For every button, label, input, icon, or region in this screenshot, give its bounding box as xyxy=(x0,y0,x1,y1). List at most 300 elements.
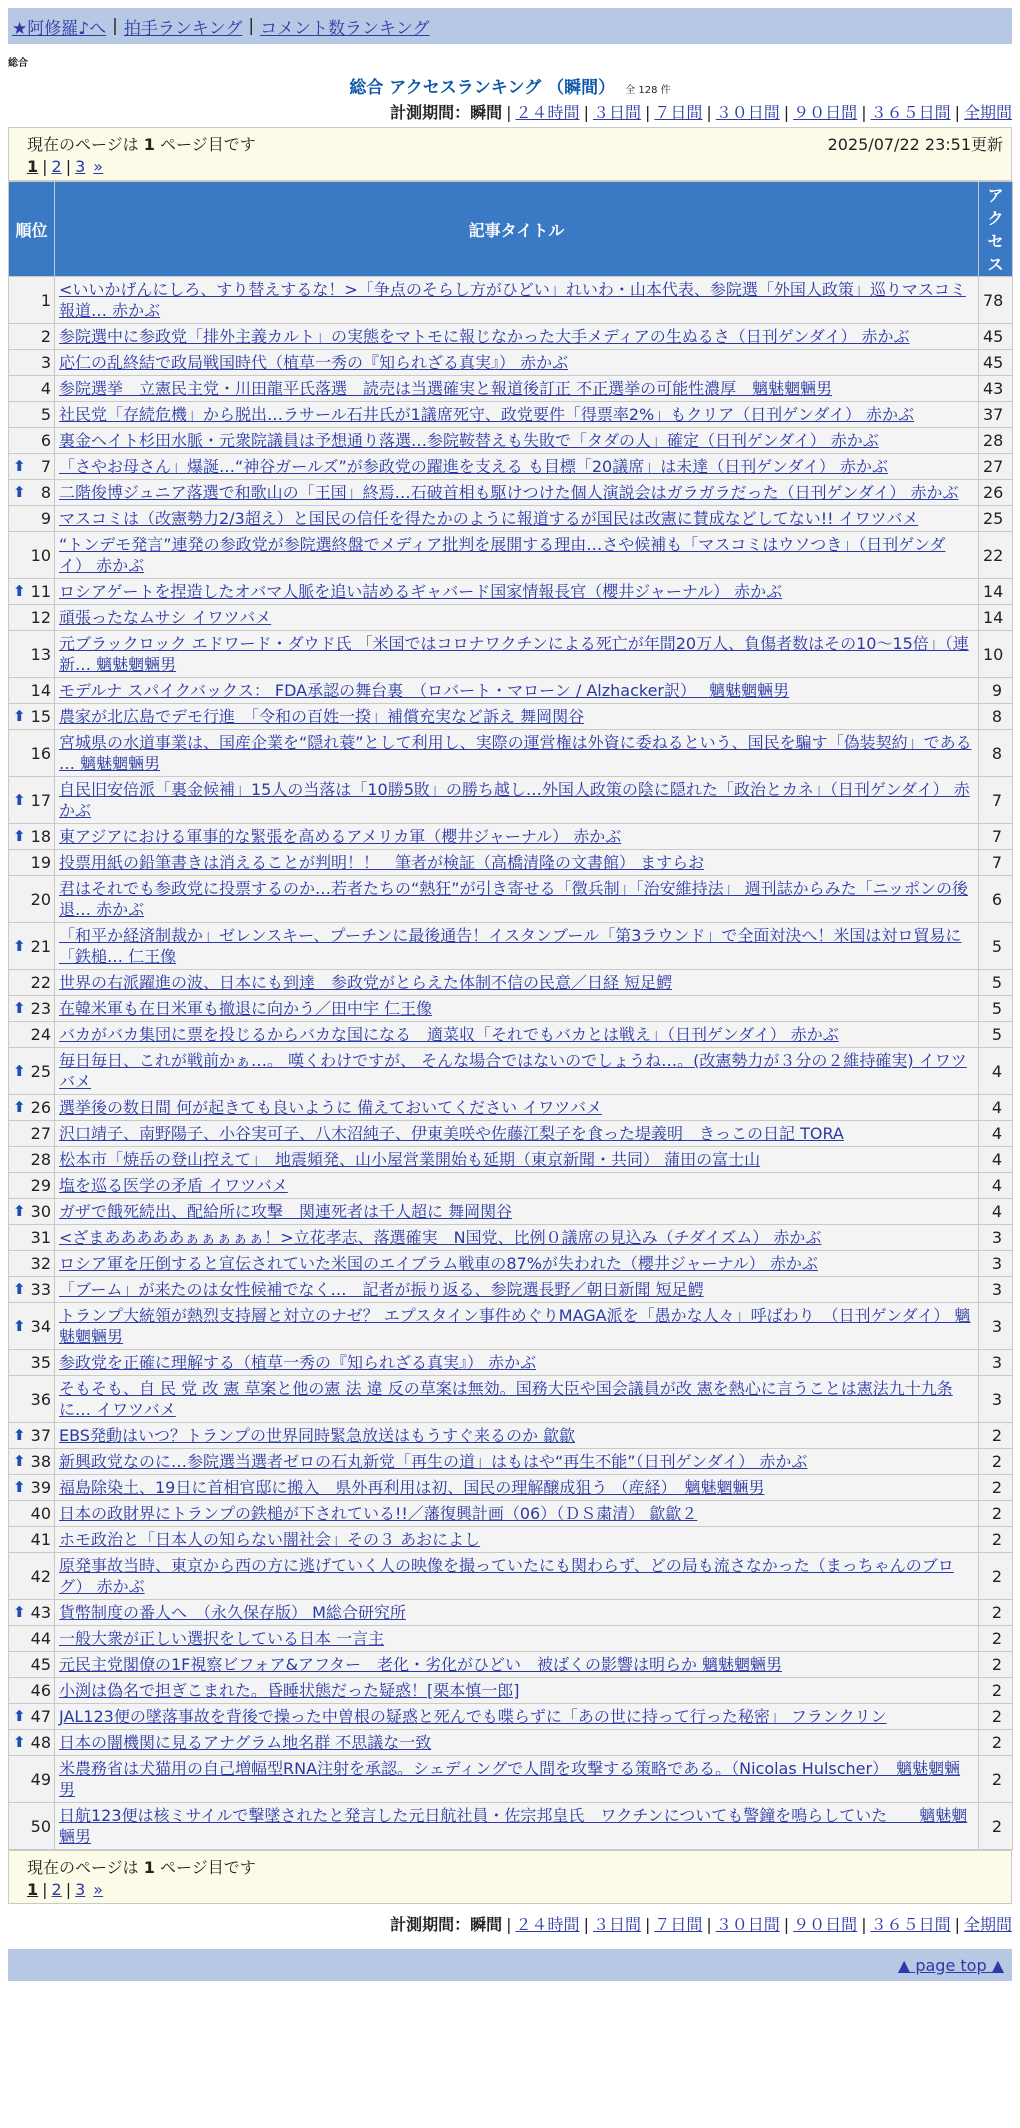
rank-cell xyxy=(9,631,55,678)
article-title-link[interactable]: 東アジアにおける軍事的な緊張を高めるアメリカ軍（櫻井ジャーナル） 赤かぶ xyxy=(59,827,622,846)
article-title-link[interactable]: 原発事故当時、東京から西の方に逃げていく人の映像を撮っていたにも関わらず、どの局も流さなかった（まっちゃんのブログ） 赤かぶ xyxy=(59,1556,954,1596)
article-title-link[interactable]: 二階俊博ジュニア落選で和歌山の「王国」終焉…石破首相も駆けつけた個人演説会はガラガラだった（日刊ゲンダイ） 赤かぶ xyxy=(59,483,959,502)
rank-number: 9 xyxy=(40,509,51,528)
access-count: 43 xyxy=(979,376,1013,402)
rank-number: 12 xyxy=(30,608,51,627)
article-title-link[interactable]: JAL123便の墜落事故を背後で操った中曽根の疑惑と死んでも喋らずに「あの世に持って行った秘密」 フランクリン xyxy=(59,1707,887,1726)
access-count: 78 xyxy=(979,277,1013,324)
table-row xyxy=(9,996,1013,1022)
rank-number: 11 xyxy=(30,582,51,601)
page-next-link[interactable]: » xyxy=(93,157,104,176)
up-arrow-icon: ⬆ xyxy=(13,1202,26,1220)
title-cell xyxy=(55,579,979,605)
period-separator: | xyxy=(506,1915,512,1934)
table-row xyxy=(9,1022,1013,1048)
period-separator: | xyxy=(506,103,512,122)
table-row xyxy=(9,1626,1013,1652)
article-title-link[interactable]: 米農務省は犬猫用の自己増幅型RNA注射を承認。シェディングで人間を攻撃する策略である。（Nicolas Hulscher） 魑魅魍魎男 xyxy=(59,1759,961,1799)
title-cell xyxy=(55,824,979,850)
table-row xyxy=(9,506,1013,532)
access-count: 27 xyxy=(979,454,1013,480)
up-arrow-icon: ⬆ xyxy=(13,1452,26,1470)
table-row xyxy=(9,1553,1013,1600)
rank-number: 42 xyxy=(30,1566,51,1586)
table-row xyxy=(9,1303,1013,1350)
access-count: 2 xyxy=(979,1678,1013,1704)
rank-number: 39 xyxy=(30,1478,51,1497)
access-count: 5 xyxy=(979,1022,1013,1048)
rank-cell xyxy=(9,1199,55,1225)
rank-number: 1 xyxy=(40,290,51,310)
rank-cell xyxy=(9,1527,55,1553)
article-title-link[interactable]: 選挙後の数日間 何が起きても良いように 備えておいてください イワツバメ xyxy=(59,1098,602,1117)
page-link[interactable]: 2 xyxy=(51,157,62,176)
column-header-access: アクセス xyxy=(979,182,1013,277)
ranking-table xyxy=(8,181,1013,1850)
table-row xyxy=(9,376,1013,402)
up-arrow-icon: ⬆ xyxy=(13,1733,26,1751)
access-count: 22 xyxy=(979,532,1013,579)
article-title-link[interactable]: 頑張ったなムサシ イワツバメ xyxy=(59,608,272,627)
rank-cell xyxy=(9,1449,55,1475)
access-count: 2 xyxy=(979,1704,1013,1730)
up-arrow-icon: ⬆ xyxy=(13,827,26,845)
page-separator: | xyxy=(65,1880,72,1899)
rank-number: 25 xyxy=(30,1061,51,1081)
access-count: 2 xyxy=(979,1475,1013,1501)
title-cell xyxy=(55,1121,979,1147)
title-cell xyxy=(55,1048,979,1095)
access-count: 2 xyxy=(979,1803,1013,1850)
rank-cell xyxy=(9,402,55,428)
nav-link-comment-ranking[interactable]: コメント数ランキング xyxy=(260,18,430,39)
period-link[interactable]: ３６５日間 xyxy=(870,1915,951,1934)
up-arrow-icon: ⬆ xyxy=(13,936,26,955)
rank-number: 15 xyxy=(30,707,51,726)
article-title-link[interactable]: 投票用紙の鉛筆書きは消えることが判明！！ 筆者が検証（高橋清隆の文書館） ますらお xyxy=(59,853,705,872)
rank-cell xyxy=(9,1423,55,1449)
article-title-link[interactable]: トランプ大統領が熱烈支持層と対立のナゼ？ エプスタイン事件めぐりMAGA派を「愚かな人々」呼ばわり （日刊ゲンダイ） 魑魅魍魎男 xyxy=(59,1306,971,1346)
table-row xyxy=(9,631,1013,678)
up-arrow-icon: ⬆ xyxy=(13,457,26,475)
rank-number: 24 xyxy=(30,1025,51,1044)
rank-cell xyxy=(9,428,55,454)
rank-cell xyxy=(9,1095,55,1121)
period-link[interactable]: ７日間 xyxy=(654,1915,703,1934)
rank-number: 13 xyxy=(30,644,51,664)
access-count: 4 xyxy=(979,1199,1013,1225)
table-row xyxy=(9,678,1013,704)
rank-cell xyxy=(9,1730,55,1756)
access-count: 3 xyxy=(979,1277,1013,1303)
access-count: 5 xyxy=(979,970,1013,996)
rank-cell xyxy=(9,1756,55,1803)
up-arrow-icon: ⬆ xyxy=(13,1316,26,1335)
rank-number: 36 xyxy=(30,1389,51,1409)
rank-cell xyxy=(9,506,55,532)
pager-text-pre: 現在のページは xyxy=(27,135,139,154)
article-title-link[interactable]: ロシアゲートを捏造したオバマ人脈を追い詰めるギャバード国家情報長官（櫻井ジャーナル） 赤かぶ xyxy=(59,582,783,601)
table-row xyxy=(9,532,1013,579)
access-count: 6 xyxy=(979,876,1013,923)
title-cell xyxy=(55,1251,979,1277)
table-row xyxy=(9,1475,1013,1501)
period-separator: | xyxy=(706,1915,712,1934)
period-link[interactable]: ３０日間 xyxy=(715,1915,780,1934)
period-separator: | xyxy=(783,1915,790,1934)
page-title-text: 総合 アクセスランキング （瞬間） xyxy=(349,78,616,98)
table-row xyxy=(9,1527,1013,1553)
table-row xyxy=(9,1600,1013,1626)
period-separator: | xyxy=(583,103,589,122)
title-cell xyxy=(55,1095,979,1121)
table-row xyxy=(9,824,1013,850)
rank-number: 14 xyxy=(30,681,51,700)
rank-number: 43 xyxy=(30,1603,51,1622)
rank-number: 10 xyxy=(30,545,51,565)
article-title-link[interactable]: マスコミは（改憲勢力2/3超え）と国民の信任を得たかのように報道するが国民は改憲に賛成などしてない!! イワツバメ xyxy=(59,509,919,528)
period-label: 計測期間： xyxy=(390,1915,471,1934)
access-count: 7 xyxy=(979,777,1013,824)
article-title-link[interactable]: 日本の闇機関に見るアナグラム地名群 不思議な一致 xyxy=(59,1733,432,1752)
table-row xyxy=(9,402,1013,428)
updated-timestamp: 2025/07/22 23:51更新 xyxy=(827,135,1003,154)
period-selector-top xyxy=(0,100,1012,123)
rank-cell xyxy=(9,1652,55,1678)
article-title-link[interactable]: 在韓米軍も在日米軍も撤退に向かう／田中宇 仁王像 xyxy=(59,999,433,1018)
rank-number: 35 xyxy=(30,1353,51,1372)
title-cell xyxy=(55,1022,979,1048)
title-cell xyxy=(55,605,979,631)
period-link[interactable]: ９０日間 xyxy=(793,1915,858,1934)
table-row xyxy=(9,1173,1013,1199)
period-separator: | xyxy=(644,103,651,122)
rank-number: 7 xyxy=(40,457,51,476)
period-separator: | xyxy=(706,103,712,122)
article-title-link[interactable]: <いいかげんにしろ、すり替えするな！>「争点のそらし方がひどい」れいわ・山本代表、参院選「外国人政策」巡りマスコミ報道… 赤かぶ xyxy=(59,280,966,320)
rank-cell xyxy=(9,376,55,402)
rank-number: 6 xyxy=(40,431,51,450)
rank-cell xyxy=(9,704,55,730)
title-cell xyxy=(55,1501,979,1527)
article-title-link[interactable]: 塩を巡る医学の矛盾 イワツバメ xyxy=(59,1176,288,1195)
access-count: 2 xyxy=(979,1730,1013,1756)
table-row xyxy=(9,454,1013,480)
article-title-link[interactable]: 農家が北広島でデモ行進 「令和の百姓一揆」補償充実など訴え 舞岡関谷 xyxy=(59,707,585,726)
rank-number: 40 xyxy=(30,1504,51,1523)
article-title-link[interactable]: 参政党を正確に理解する（植草一秀の『知られざる真実』） 赤かぶ xyxy=(59,1353,537,1372)
article-title-link[interactable]: EBS発動はいつ？トランプの世界同時緊急放送はもうすぐ来るのか 歙歙 xyxy=(59,1426,576,1445)
title-cell xyxy=(55,1225,979,1251)
article-title-link[interactable]: 「和平か経済制裁か」ゼレンスキー、プーチンに最後通告！イスタンブール「第3ラウンド」で全面対決へ！米国は対ロ貿易に「鉄槌… 仁王像 xyxy=(59,926,962,966)
period-selector-bottom xyxy=(0,1912,1012,1935)
article-title-link[interactable]: ロシア軍を圧倒すると宣伝されていた米国のエイブラム戦車の87%が失われた（櫻井ジャーナル） 赤かぶ xyxy=(59,1254,818,1273)
article-title-link[interactable]: <ざまあああああぁぁぁぁぁ！>立花孝志、落選確実 N国党、比例０議席の見込み（チダイズム） 赤かぶ xyxy=(59,1228,822,1247)
rank-cell xyxy=(9,532,55,579)
rank-cell xyxy=(9,454,55,480)
article-title-link[interactable]: 応仁の乱終結で政局戦国時代（植草一秀の『知られざる真実』） 赤かぶ xyxy=(59,353,569,372)
title-cell xyxy=(55,1730,979,1756)
access-count: 3 xyxy=(979,1225,1013,1251)
access-count: 5 xyxy=(979,923,1013,970)
rank-number: 32 xyxy=(30,1254,51,1273)
article-title-link[interactable]: 毎日毎日、これが戦前かぁ…。 嘆くわけですが、 そんな場合ではないのでしょうね…。(改憲勢力が３分の２維持確実) イワツバメ xyxy=(59,1051,967,1091)
rank-cell xyxy=(9,1600,55,1626)
table-row xyxy=(9,350,1013,376)
article-title-link[interactable]: 小渕は偽名で担ぎこまれた。昏睡状態だった疑惑！[栗本慎一郎] xyxy=(59,1681,520,1700)
title-cell xyxy=(55,1277,979,1303)
rank-cell xyxy=(9,678,55,704)
rank-cell xyxy=(9,605,55,631)
rank-cell xyxy=(9,923,55,970)
rank-number: 17 xyxy=(30,790,51,810)
page-link[interactable]: 2 xyxy=(51,1880,62,1899)
page-top-link[interactable]: ▲ page top ▲ xyxy=(897,1955,1004,1975)
rank-cell xyxy=(9,970,55,996)
access-count: 5 xyxy=(979,996,1013,1022)
article-title-link[interactable]: 自民旧安倍派「裏金候補」15人の当落は「10勝5敗」の勝ち越し…外国人政策の陰に隠れた「政治とカネ」（日刊ゲンダイ） 赤かぶ xyxy=(59,780,970,820)
article-title-link[interactable]: 「ブーム」が来たのは女性候補でなく… 記者が振り返る、参院選長野／朝日新聞 短足鰐 xyxy=(59,1280,704,1299)
access-count: 28 xyxy=(979,428,1013,454)
access-count: 14 xyxy=(979,605,1013,631)
period-link[interactable]: ３日間 xyxy=(592,1915,641,1934)
rank-number: 46 xyxy=(30,1681,51,1700)
rank-number: 2 xyxy=(40,327,51,346)
access-count: 2 xyxy=(979,1423,1013,1449)
title-cell xyxy=(55,376,979,402)
rank-number: 16 xyxy=(30,743,51,763)
table-row xyxy=(9,428,1013,454)
article-title-link[interactable]: そもそも、自 民 党 改 憲 草案と他の憲 法 違 反の草案は無効。国務大臣や国会議員が改 憲を熱心に言うことは憲法九十九条に… イワツバメ xyxy=(59,1379,953,1419)
title-cell xyxy=(55,1350,979,1376)
rank-cell xyxy=(9,1251,55,1277)
period-link[interactable]: ３日間 xyxy=(592,103,641,122)
table-row xyxy=(9,1121,1013,1147)
page-links xyxy=(27,1880,1003,1899)
table-row xyxy=(9,923,1013,970)
table-row xyxy=(9,1376,1013,1423)
rank-cell xyxy=(9,1803,55,1850)
rank-cell xyxy=(9,1553,55,1600)
period-link[interactable]: 全期間 xyxy=(963,1915,1012,1934)
total-count: 全 128 件 xyxy=(625,85,671,96)
rank-number: 21 xyxy=(30,936,51,956)
access-count: 10 xyxy=(979,631,1013,678)
up-arrow-icon: ⬆ xyxy=(13,707,26,725)
page-links xyxy=(27,157,1003,176)
article-title-link[interactable]: 貨幣制度の番人へ （永久保存版） M総合研究所 xyxy=(59,1603,406,1622)
article-title-link[interactable]: ホモ政治と「日本人の知らない闇社会」その３ あおによし xyxy=(59,1530,481,1549)
rank-cell xyxy=(9,1173,55,1199)
period-separator: | xyxy=(783,103,790,122)
rank-number: 29 xyxy=(30,1176,51,1195)
period-link[interactable]: ２４時間 xyxy=(515,1915,580,1934)
nav-link-applause-ranking[interactable]: 拍手ランキング xyxy=(123,18,243,39)
title-cell xyxy=(55,996,979,1022)
pager-text-pre: 現在のページは xyxy=(27,1858,139,1877)
article-title-link[interactable]: 新興政党なのに…参院選当選者ゼロの石丸新党「再生の道」はもはや“再生不能”（日刊ゲンダイ） 赤かぶ xyxy=(59,1452,808,1471)
access-count: 3 xyxy=(979,1376,1013,1423)
current-page-text xyxy=(27,1855,1003,1878)
access-count: 4 xyxy=(979,1173,1013,1199)
rank-number: 3 xyxy=(40,353,51,372)
page-separator: | xyxy=(42,157,48,176)
title-cell xyxy=(55,1704,979,1730)
table-row xyxy=(9,1199,1013,1225)
article-title-link[interactable]: 「さやお母さん」爆誕…“神谷ガールズ”が参政党の躍進を支える も目標「20議席」は未達（日刊ゲンダイ） 赤かぶ xyxy=(59,457,889,476)
table-row xyxy=(9,1678,1013,1704)
table-row xyxy=(9,1225,1013,1251)
period-link[interactable]: ９０日間 xyxy=(793,103,858,122)
up-arrow-icon: ⬆ xyxy=(13,1061,26,1080)
rank-cell xyxy=(9,1475,55,1501)
access-count: 26 xyxy=(979,480,1013,506)
title-cell xyxy=(55,350,979,376)
period-label: 計測期間： xyxy=(390,103,471,122)
nav-link-asyura[interactable]: ★阿修羅♪へ xyxy=(12,18,107,39)
column-header-title: 記事タイトル xyxy=(55,182,979,277)
page-link-current: 1 xyxy=(27,1880,39,1899)
article-title-link[interactable]: 元ブラックロック エドワード・ダウド氏 「米国ではコロナワクチンによる死亡が年間20万人、負傷者数はその10～15倍」（連新… 魑魅魍魎男 xyxy=(59,634,969,674)
title-cell xyxy=(55,850,979,876)
table-row xyxy=(9,1048,1013,1095)
page-link[interactable]: 3 xyxy=(75,157,86,176)
article-title-link[interactable]: 一般大衆が正しい選択をしている日本 一言主 xyxy=(59,1629,385,1648)
title-cell xyxy=(55,970,979,996)
page-separator: | xyxy=(42,1880,48,1899)
period-link[interactable]: ３０日間 xyxy=(715,103,780,122)
title-cell xyxy=(55,1652,979,1678)
title-cell xyxy=(55,1626,979,1652)
rank-number: 28 xyxy=(30,1150,51,1169)
period-link[interactable]: ２４時間 xyxy=(515,103,580,122)
access-count: 2 xyxy=(979,1626,1013,1652)
title-cell xyxy=(55,876,979,923)
period-link[interactable]: ３６５日間 xyxy=(870,103,951,122)
rank-cell xyxy=(9,1121,55,1147)
period-link[interactable]: ７日間 xyxy=(654,103,703,122)
access-count: 2 xyxy=(979,1652,1013,1678)
up-arrow-icon: ⬆ xyxy=(13,1098,26,1116)
rank-number: 45 xyxy=(30,1655,51,1674)
title-cell xyxy=(55,454,979,480)
article-title-link[interactable]: 沢口靖子、南野陽子、小谷実可子、八木沼純子、伊東美咲や佐藤江梨子を食った堤義明 きっこの日記 TORA xyxy=(59,1124,844,1143)
table-row xyxy=(9,605,1013,631)
rank-number: 27 xyxy=(30,1124,51,1143)
article-title-link[interactable]: “トンデモ発言”連発の参政党が参院選終盤でメディア批判を展開する理由…さや候補も「マスコミはウソつき」（日刊ゲンダイ） 赤かぶ xyxy=(59,535,946,575)
up-arrow-icon: ⬆ xyxy=(13,1426,26,1444)
rank-cell xyxy=(9,1225,55,1251)
rank-cell xyxy=(9,1277,55,1303)
access-count: 8 xyxy=(979,704,1013,730)
table-row xyxy=(9,1423,1013,1449)
access-count: 3 xyxy=(979,1303,1013,1350)
rank-cell xyxy=(9,1501,55,1527)
article-title-link[interactable]: 福島除染土、19日に首相官邸に搬入 県外再利用は初、国民の理解醸成狙う （産経） 魑魅魍魎男 xyxy=(59,1478,765,1497)
title-cell xyxy=(55,704,979,730)
title-cell xyxy=(55,777,979,824)
rank-cell xyxy=(9,730,55,777)
table-row xyxy=(9,777,1013,824)
rank-cell xyxy=(9,1350,55,1376)
article-title-link[interactable]: 日航123便は核ミサイルで撃墜されたと発言した元日航社員・佐宗邦皇氏 ワクチンについても警鐘を鳴らしていた 魑魅魍魎男 xyxy=(59,1806,968,1846)
table-row xyxy=(9,324,1013,350)
article-title-link[interactable]: 参院選中に参政党「排外主義カルト」の実態をマトモに報じなかった大手メディアの生ぬるさ（日刊ゲンダイ） 赤かぶ xyxy=(59,327,910,346)
title-cell xyxy=(55,1475,979,1501)
rank-number: 8 xyxy=(40,483,51,502)
access-count: 9 xyxy=(979,678,1013,704)
article-title-link[interactable]: 裏金ヘイト杉田水脈・元衆院議員は予想通り落選…参院鞍替えも失敗で「タダの人」確定（日刊ゲンダイ） 赤かぶ xyxy=(59,431,879,450)
up-arrow-icon: ⬆ xyxy=(13,999,26,1017)
title-cell xyxy=(55,1173,979,1199)
rank-cell xyxy=(9,1376,55,1423)
article-title-link[interactable]: 宮城県の水道事業は、国産企業を“隠れ蓑”として利用し、実際の運営権は外資に委ねるという、国民を騙す「偽装契約」である … 魑魅魍魎男 xyxy=(59,733,972,773)
article-title-link[interactable]: 松本市「焼岳の登山控えて」 地震頻発、山小屋営業開始も延期（東京新聞・共同） 蒲田の富士山 xyxy=(59,1150,761,1169)
table-row xyxy=(9,1095,1013,1121)
access-count: 7 xyxy=(979,850,1013,876)
table-row xyxy=(9,1652,1013,1678)
top-nav-bar xyxy=(8,8,1012,44)
pager-current-number: 1 xyxy=(143,1858,155,1877)
article-title-link[interactable]: モデルナ スパイクバックス： FDA承認の舞台裏 （ロバート・マローン / Alzhacker訳） 魑魅魍魎男 xyxy=(59,681,790,700)
table-row xyxy=(9,850,1013,876)
access-count: 45 xyxy=(979,324,1013,350)
article-title-link[interactable]: 世界の右派躍進の波、日本にも到達 参政党がとらえた体制不信の民意／日経 短足鰐 xyxy=(59,973,673,992)
access-count: 25 xyxy=(979,506,1013,532)
access-count: 4 xyxy=(979,1048,1013,1095)
rank-number: 34 xyxy=(30,1316,51,1336)
up-arrow-icon: ⬆ xyxy=(13,582,26,600)
rank-number: 47 xyxy=(30,1707,51,1726)
title-cell xyxy=(55,1199,979,1225)
table-row xyxy=(9,1350,1013,1376)
title-cell xyxy=(55,678,979,704)
table-row xyxy=(9,1449,1013,1475)
period-separator: | xyxy=(954,1915,960,1934)
up-arrow-icon: ⬆ xyxy=(13,1478,26,1496)
article-title-link[interactable]: 日本の政財界にトランプの鉄槌が下されている!!／藩復興計画（06）（ＤＳ粛清） 歙歙２ xyxy=(59,1504,698,1523)
table-row xyxy=(9,730,1013,777)
pager-bottom xyxy=(8,1850,1012,1904)
page-link-current: 1 xyxy=(27,157,39,176)
page-next-link[interactable]: » xyxy=(93,1880,104,1899)
rank-number: 5 xyxy=(40,405,51,424)
access-count: 2 xyxy=(979,1600,1013,1626)
article-title-link[interactable]: バカがバカ集団に票を投じるからバカな国になる 適菜収「それでもバカとは戦え」（日刊ゲンダイ） 赤かぶ xyxy=(59,1025,839,1044)
table-row xyxy=(9,1730,1013,1756)
period-link[interactable]: 全期間 xyxy=(963,103,1012,122)
table-row xyxy=(9,277,1013,324)
access-count: 37 xyxy=(979,402,1013,428)
access-count: 4 xyxy=(979,1095,1013,1121)
up-arrow-icon: ⬆ xyxy=(13,1280,26,1298)
article-title-link[interactable]: ガザで餓死続出、配給所に攻撃 関連死者は千人超に 舞岡関谷 xyxy=(59,1202,513,1221)
rank-cell xyxy=(9,824,55,850)
title-cell xyxy=(55,1553,979,1600)
article-title-link[interactable]: 元民主党閣僚の1F視察ビフォア&アフター 老化・劣化がひどい 被ばくの影響は明らか 魑魅魍魎男 xyxy=(59,1655,783,1674)
table-row xyxy=(9,579,1013,605)
page-link[interactable]: 3 xyxy=(75,1880,86,1899)
article-title-link[interactable]: 君はそれでも参政党に投票するのか…若者たちの“熱狂”が引き寄せる「徴兵制」「治安維持法」 週刊誌からみた「ニッポンの後退… 赤かぶ xyxy=(59,879,969,919)
nav-separator: | xyxy=(248,16,255,36)
pager-current-number: 1 xyxy=(143,135,155,154)
title-cell xyxy=(55,480,979,506)
title-cell xyxy=(55,1803,979,1850)
table-row xyxy=(9,704,1013,730)
article-title-link[interactable]: 社民党「存続危機」から脱出…ラサール石井氏が1議席死守、政党要件「得票率2%」もクリア（日刊ゲンダイ） 赤かぶ xyxy=(59,405,915,424)
article-title-link[interactable]: 参院選挙 立憲民主党・川田龍平氏落選 読売は当選確実と報道後訂正 不正選挙の可能性濃厚 魑魅魍魎男 xyxy=(59,379,833,398)
period-current: 瞬間 xyxy=(470,1915,503,1934)
